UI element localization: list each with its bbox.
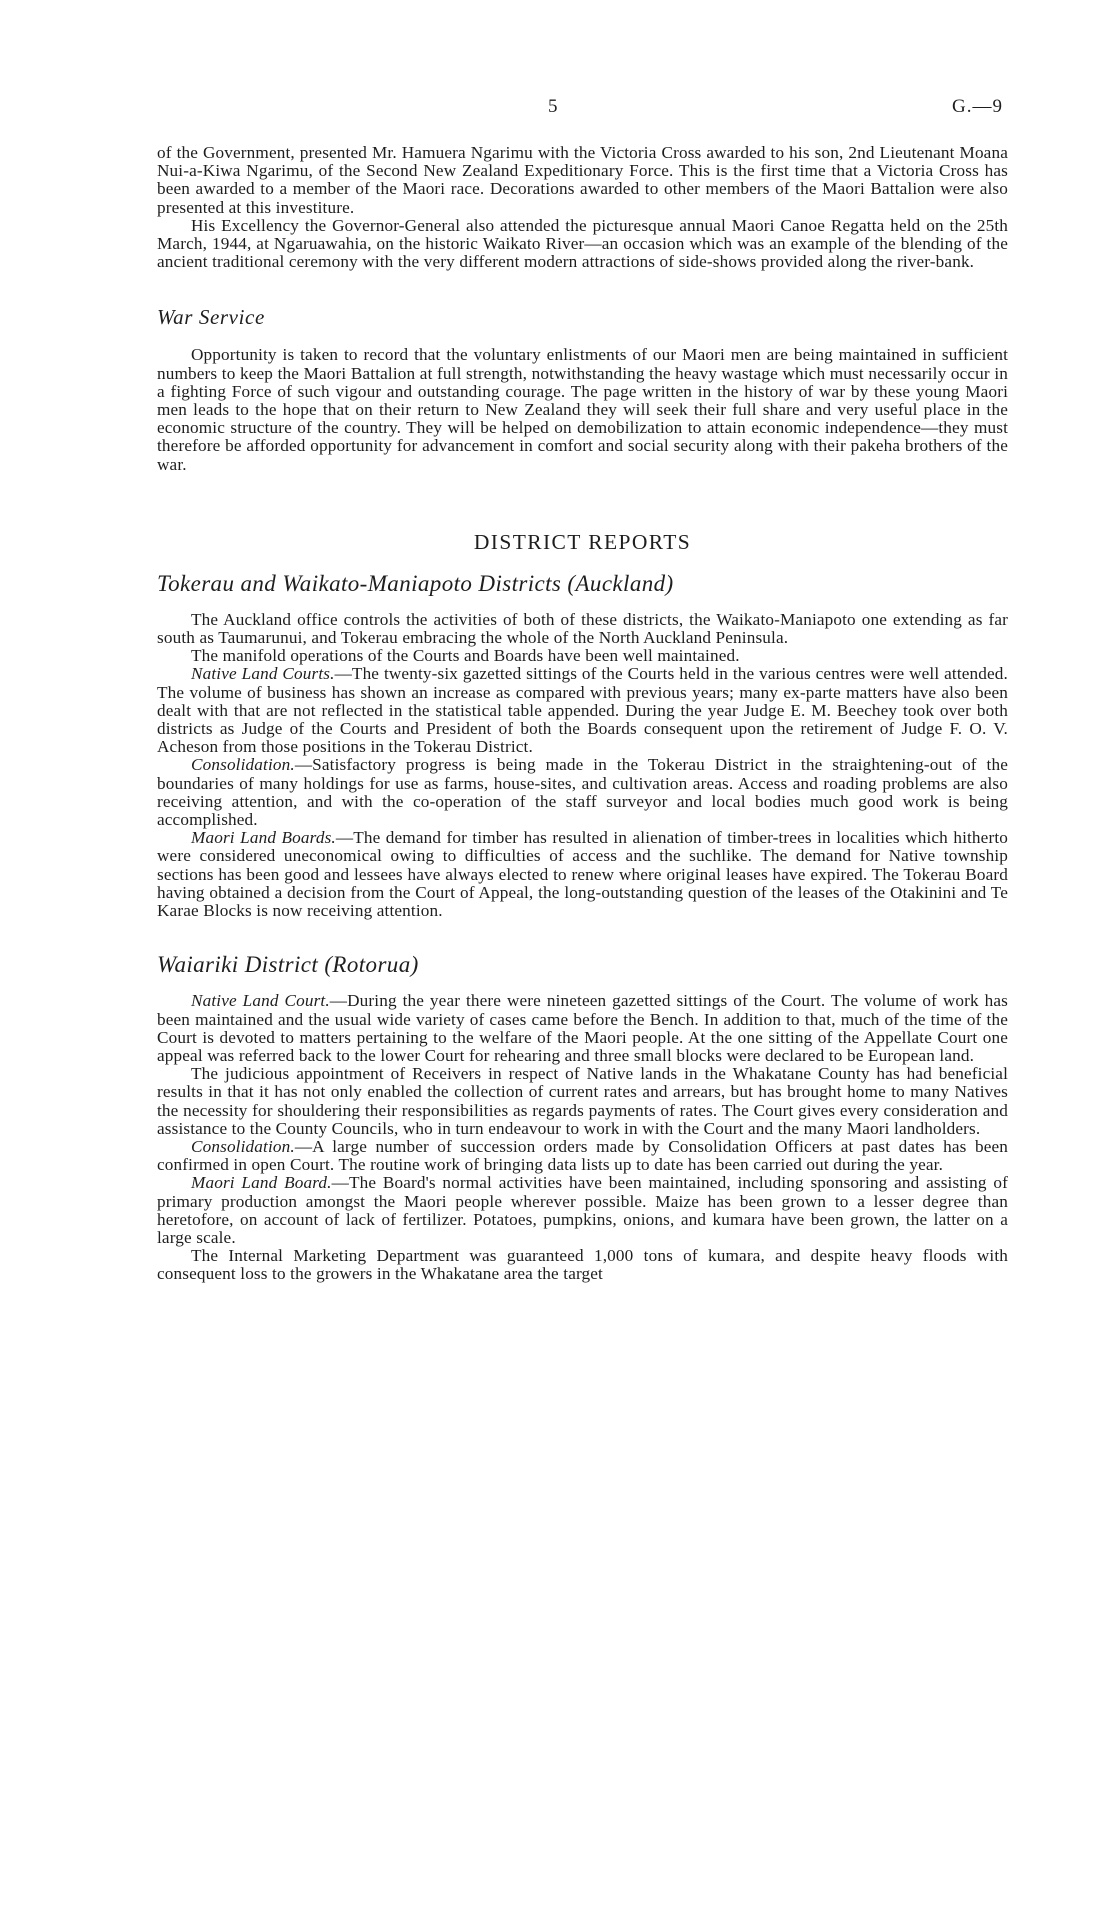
native-land-court-lead: Native Land Court. [191, 991, 330, 1011]
waiariki-consolidation [157, 1138, 1008, 1174]
maori-land-board-lead: Maori Land Board. [191, 1173, 332, 1193]
waiariki-heading: Waiariki District (Rotorua) [157, 952, 419, 978]
consolidation-lead: Consolidation. [191, 755, 295, 775]
war-service-heading: War Service [157, 305, 265, 330]
waiariki-paragraph-5: The Internal Marketing Department was guaranteed 1,000 tons of kumara, and despite heavy floods with consequent loss to the growers in the Whakatane area the target [157, 1246, 1008, 1284]
page-header [0, 96, 1114, 120]
tokerau-heading: Tokerau and Waikato-Maniapoto Districts (Auckland) [157, 570, 674, 596]
tokerau-native-land-courts [157, 665, 1008, 756]
document-reference: G.—9 [952, 96, 1003, 117]
consolidation-body: —Satisfactory progress is being made in the Tokerau District in the straightening-out of the boundaries of many holdings for use as farms, house-sites, and cultivation areas. Access and roading problems are also receiving attention, and with the co-operation of the staff surveyor and local bodies much good work is being accomplished. [157, 755, 1008, 830]
maori-land-boards-lead: Maori Land Boards. [191, 828, 336, 848]
maori-land-boards-body: —The demand for timber has resulted in alienation of timber-trees in localities which hitherto were considered uneconomical owing to difficulties of access and the suchlike. The demand for Native township sections has been good and lessees have always elected to renew where original leases have expired. The Tokerau Board having obtained a decision from the Court of Appeal, the long-outstanding question of the leases of the Otakinini and Te Karae Blocks is now receiving attention. [157, 828, 1008, 921]
native-land-courts-body: —The twenty-six gazetted sittings of the Courts held in the various centres were well attended. The volume of business has shown an increase as compared with previous years; many ex-parte matters have also been dealt with that are not reflected in the statistical table appended. During the year Judge E. M. Beechey took over both districts as Judge of the Courts and President of both the Boards consequent upon the retirement of Judge F. O. V. Acheson from those positions in the Tokerau District. [157, 664, 1008, 757]
tokerau-maori-land-boards [157, 829, 1008, 920]
war-service-paragraph: Opportunity is taken to record that the voluntary enlistments of our Maori men are being maintained in sufficient numbers to keep the Maori Battalion at full strength, notwithstanding the heavy wastage which must necessarily occur in a fighting Force of such vigour and outstanding courage. The page written in the history of war by these young Maori men leads to the hope that on their return to New Zealand they will seek their full share and very useful place in the economic structure of the country. They will be helped on demobilization to attain economic independence—they must therefore be afforded opportunity for advancement in comfort and social security along with their pakeha brothers of the war. [157, 345, 1008, 474]
native-land-court-body: —During the year there were nineteen gazetted sittings of the Court. The volume of work has been maintained and the usual wide variety of cases came before the Bench. In addition to that, much of the time of the Court is devoted to matters pertaining to the welfare of the Maori people. At the one sitting of the Appellate Court one appeal was referred back to the lower Court for rehearing and three small blocks were declared to be European land. [157, 991, 1008, 1065]
waiariki-consolidation-lead: Consolidation. [191, 1136, 295, 1156]
waiariki-native-land-court [157, 992, 1008, 1065]
waiariki-consolidation-body: —A large number of succession orders made by Consolidation Officers at past dates has been confirmed in open Court. The routine work of bringing data lists up to date has been carried out during the year. [157, 1136, 1008, 1175]
native-land-courts-lead: Native Land Courts. [191, 664, 335, 684]
waiariki-maori-land-board [157, 1174, 1008, 1247]
tokerau-paragraph-2: The manifold operations of the Courts and Boards have been well maintained. [191, 646, 740, 666]
maori-land-board-body: —The Board's normal activities have been maintained, including sponsoring and assisting of primary production amongst the Maori people wherever possible. Maize has been grown to a lesser degree than heretofore, on account of lack of fertilizer. Potatoes, pumpkins, onions, and kumara have been grown, the latter on a large scale. [157, 1173, 1008, 1247]
district-reports-heading: DISTRICT REPORTS [473, 529, 692, 554]
intro-paragraph-1: of the Government, presented Mr. Hamuera Ngarimu with the Victoria Cross awarded to his son, 2nd Lieutenant Moana Nui-a-Kiwa Ngarimu, of the Second New Zealand Expeditionary Force. This is the first time that a Victoria Cross has been awarded to a member of the Maori race. Decorations awarded to other members of the Maori Battalion were also presented at this investiture. [157, 143, 1008, 217]
intro-paragraph-2: His Excellency the Governor-General also attended the picturesque annual Maori Canoe Regatta held on the 25th March, 1944, at Ngaruawahia, on the historic Waikato River—an occasion which was an example of the blending of the ancient traditional ceremony with the very different modern attractions of side-shows provided along the river-bank. [157, 215, 1008, 272]
page-body [157, 144, 1008, 1284]
page-number: 5 [548, 96, 558, 117]
waiariki-paragraph-2: The judicious appointment of Receivers in respect of Native lands in the Whakatane County has had beneficial results in that it has not only enabled the collection of current rates and arrears, but has brought home to many Natives the necessity for shouldering their responsibilities as regards payments of rates. The Court gives every consideration and assistance to the County Councils, who in turn endeavour to work in with the Court and the many Maori landholders. [157, 1064, 1008, 1138]
tokerau-paragraph-1: The Auckland office controls the activities of both of these districts, the Waikato-Maniapoto one extending as far south as Taumarunui, and Tokerau embracing the whole of the North Auckland Peninsula. [157, 609, 1008, 648]
tokerau-consolidation [157, 756, 1008, 829]
